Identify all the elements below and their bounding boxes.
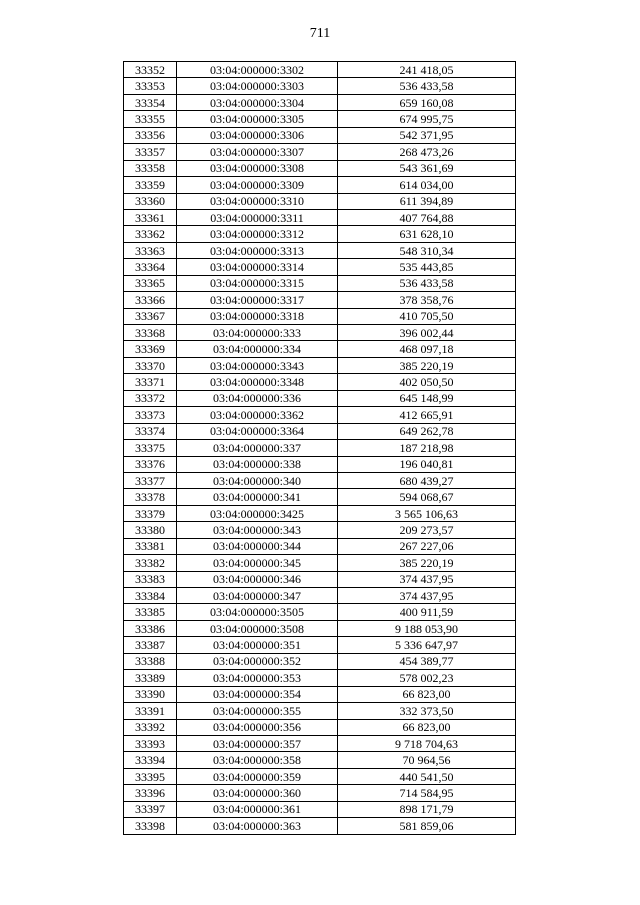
cadastral-value-cell: 468 097,18 [338,341,516,357]
row-number-cell: 33394 [124,752,177,768]
row-number-cell: 33393 [124,735,177,751]
cadastral-number-cell: 03:04:000000:3303 [177,78,338,94]
cadastral-number-cell: 03:04:000000:3307 [177,144,338,160]
row-number-cell: 33386 [124,620,177,636]
row-number-cell: 33357 [124,144,177,160]
row-number-cell: 33364 [124,259,177,275]
cadastral-number-cell: 03:04:000000:3304 [177,94,338,110]
cadastral-value-cell: 268 473,26 [338,144,516,160]
table-row [124,670,516,686]
cadastral-value-cell: 659 160,08 [338,94,516,110]
table-row [124,768,516,784]
table-row [124,226,516,242]
table-row [124,801,516,817]
cadastral-value-cell: 9 188 053,90 [338,620,516,636]
cadastral-number-cell: 03:04:000000:337 [177,440,338,456]
cadastral-value-cell: 374 437,95 [338,571,516,587]
table-row [124,686,516,702]
table-row [124,374,516,390]
table-row [124,390,516,406]
cadastral-number-cell: 03:04:000000:3343 [177,357,338,373]
cadastral-number-cell: 03:04:000000:3315 [177,275,338,291]
cadastral-value-cell: 3 565 106,63 [338,505,516,521]
cadastral-value-cell: 5 336 647,97 [338,637,516,653]
row-number-cell: 33373 [124,407,177,423]
cadastral-value-cell: 412 665,91 [338,407,516,423]
table-row [124,785,516,801]
row-number-cell: 33381 [124,538,177,554]
cadastral-value-cell: 649 262,78 [338,423,516,439]
cadastral-number-cell: 03:04:000000:3364 [177,423,338,439]
cadastral-number-cell: 03:04:000000:336 [177,390,338,406]
cadastral-number-cell: 03:04:000000:3310 [177,193,338,209]
cadastral-number-cell: 03:04:000000:3308 [177,160,338,176]
row-number-cell: 33390 [124,686,177,702]
row-number-cell: 33379 [124,505,177,521]
row-number-cell: 33358 [124,160,177,176]
cadastral-number-cell: 03:04:000000:351 [177,637,338,653]
table-row [124,456,516,472]
table-row [124,637,516,653]
table-row [124,325,516,341]
table-body [124,62,516,835]
row-number-cell: 33375 [124,440,177,456]
page-number: 711 [309,26,331,41]
table-row [124,177,516,193]
cadastral-value-cell: 402 050,50 [338,374,516,390]
table-row [124,472,516,488]
table-row [124,292,516,308]
cadastral-number-cell: 03:04:000000:3305 [177,111,338,127]
row-number-cell: 33382 [124,555,177,571]
row-number-cell: 33370 [124,357,177,373]
cadastral-number-cell: 03:04:000000:334 [177,341,338,357]
cadastral-number-cell: 03:04:000000:356 [177,719,338,735]
row-number-cell: 33397 [124,801,177,817]
cadastral-number-cell: 03:04:000000:353 [177,670,338,686]
row-number-cell: 33391 [124,703,177,719]
row-number-cell: 33392 [124,719,177,735]
row-number-cell: 33353 [124,78,177,94]
cadastral-value-cell: 714 584,95 [338,785,516,801]
row-number-cell: 33369 [124,341,177,357]
row-number-cell: 33359 [124,177,177,193]
row-number-cell: 33395 [124,768,177,784]
row-number-cell: 33377 [124,472,177,488]
cadastral-number-cell: 03:04:000000:346 [177,571,338,587]
table-row [124,571,516,587]
cadastral-value-cell: 542 371,95 [338,127,516,143]
cadastral-number-cell: 03:04:000000:3313 [177,242,338,258]
cadastral-number-cell: 03:04:000000:3362 [177,407,338,423]
cadastral-value-cell: 898 171,79 [338,801,516,817]
table-row [124,341,516,357]
cadastral-value-cell: 66 823,00 [338,719,516,735]
row-number-cell: 33363 [124,242,177,258]
row-number-cell: 33372 [124,390,177,406]
table-row [124,127,516,143]
cadastral-number-cell: 03:04:000000:359 [177,768,338,784]
row-number-cell: 33368 [124,325,177,341]
table-row [124,160,516,176]
row-number-cell: 33398 [124,818,177,834]
cadastral-number-cell: 03:04:000000:333 [177,325,338,341]
cadastral-number-cell: 03:04:000000:3309 [177,177,338,193]
table-row [124,538,516,554]
table-row [124,719,516,735]
cadastral-value-cell: 378 358,76 [338,292,516,308]
table-row [124,818,516,834]
row-number-cell: 33366 [124,292,177,308]
cadastral-number-cell: 03:04:000000:344 [177,538,338,554]
cadastral-number-cell: 03:04:000000:3317 [177,292,338,308]
cadastral-number-cell: 03:04:000000:341 [177,489,338,505]
cadastral-value-table [123,61,516,835]
table-row [124,111,516,127]
cadastral-number-cell: 03:04:000000:3311 [177,209,338,225]
table-row [124,703,516,719]
cadastral-number-cell: 03:04:000000:3348 [177,374,338,390]
cadastral-value-cell: 385 220,19 [338,555,516,571]
row-number-cell: 33378 [124,489,177,505]
cadastral-value-cell: 407 764,88 [338,209,516,225]
cadastral-number-cell: 03:04:000000:3508 [177,620,338,636]
cadastral-value-cell: 674 995,75 [338,111,516,127]
table-row [124,440,516,456]
cadastral-value-cell: 645 148,99 [338,390,516,406]
row-number-cell: 33387 [124,637,177,653]
table-row [124,620,516,636]
cadastral-number-cell: 03:04:000000:343 [177,522,338,538]
cadastral-value-cell: 66 823,00 [338,686,516,702]
table-row [124,505,516,521]
cadastral-number-cell: 03:04:000000:3302 [177,62,338,78]
cadastral-value-cell: 9 718 704,63 [338,735,516,751]
table-row [124,522,516,538]
cadastral-value-cell: 631 628,10 [338,226,516,242]
cadastral-number-cell: 03:04:000000:347 [177,588,338,604]
cadastral-value-cell: 70 964,56 [338,752,516,768]
row-number-cell: 33352 [124,62,177,78]
cadastral-value-cell: 187 218,98 [338,440,516,456]
cadastral-number-cell: 03:04:000000:3425 [177,505,338,521]
row-number-cell: 33389 [124,670,177,686]
row-number-cell: 33396 [124,785,177,801]
cadastral-number-cell: 03:04:000000:357 [177,735,338,751]
table-row [124,308,516,324]
cadastral-value-cell: 454 389,77 [338,653,516,669]
row-number-cell: 33362 [124,226,177,242]
cadastral-value-cell: 196 040,81 [338,456,516,472]
cadastral-value-cell: 536 433,58 [338,275,516,291]
cadastral-number-cell: 03:04:000000:3318 [177,308,338,324]
cadastral-number-cell: 03:04:000000:352 [177,653,338,669]
row-number-cell: 33384 [124,588,177,604]
cadastral-value-cell: 385 220,19 [338,357,516,373]
cadastral-number-cell: 03:04:000000:360 [177,785,338,801]
cadastral-value-cell: 578 002,23 [338,670,516,686]
row-number-cell: 33388 [124,653,177,669]
table-row [124,555,516,571]
table-row [124,752,516,768]
cadastral-value-cell: 267 227,06 [338,538,516,554]
cadastral-value-cell: 548 310,34 [338,242,516,258]
cadastral-value-cell: 209 273,57 [338,522,516,538]
row-number-cell: 33374 [124,423,177,439]
cadastral-value-cell: 396 002,44 [338,325,516,341]
cadastral-number-cell: 03:04:000000:3306 [177,127,338,143]
row-number-cell: 33356 [124,127,177,143]
cadastral-number-cell: 03:04:000000:358 [177,752,338,768]
cadastral-value-cell: 581 859,06 [338,818,516,834]
row-number-cell: 33383 [124,571,177,587]
row-number-cell: 33354 [124,94,177,110]
table-row [124,489,516,505]
cadastral-number-cell: 03:04:000000:3312 [177,226,338,242]
cadastral-number-cell: 03:04:000000:3505 [177,604,338,620]
cadastral-value-cell: 594 068,67 [338,489,516,505]
cadastral-number-cell: 03:04:000000:3314 [177,259,338,275]
table-row [124,423,516,439]
cadastral-value-cell: 614 034,00 [338,177,516,193]
row-number-cell: 33367 [124,308,177,324]
cadastral-value-cell: 332 373,50 [338,703,516,719]
table-row [124,653,516,669]
table-row [124,94,516,110]
table-row [124,259,516,275]
row-number-cell: 33385 [124,604,177,620]
cadastral-value-cell: 536 433,58 [338,78,516,94]
row-number-cell: 33371 [124,374,177,390]
table-row [124,357,516,373]
cadastral-value-cell: 543 361,69 [338,160,516,176]
cadastral-number-cell: 03:04:000000:363 [177,818,338,834]
table-row [124,144,516,160]
cadastral-number-cell: 03:04:000000:355 [177,703,338,719]
table-row [124,407,516,423]
table-row [124,735,516,751]
cadastral-value-cell: 680 439,27 [338,472,516,488]
row-number-cell: 33376 [124,456,177,472]
row-number-cell: 33360 [124,193,177,209]
cadastral-value-cell: 440 541,50 [338,768,516,784]
cadastral-value-cell: 535 443,85 [338,259,516,275]
cadastral-number-cell: 03:04:000000:354 [177,686,338,702]
table-row [124,62,516,78]
cadastral-value-cell: 374 437,95 [338,588,516,604]
table-row [124,193,516,209]
row-number-cell: 33361 [124,209,177,225]
cadastral-number-cell: 03:04:000000:338 [177,456,338,472]
cadastral-number-cell: 03:04:000000:340 [177,472,338,488]
table-row [124,242,516,258]
cadastral-number-cell: 03:04:000000:361 [177,801,338,817]
cadastral-value-cell: 241 418,05 [338,62,516,78]
table-row [124,275,516,291]
row-number-cell: 33365 [124,275,177,291]
cadastral-value-cell: 611 394,89 [338,193,516,209]
cadastral-value-cell: 410 705,50 [338,308,516,324]
table-row [124,78,516,94]
row-number-cell: 33380 [124,522,177,538]
table-row [124,588,516,604]
table-row [124,604,516,620]
cadastral-value-cell: 400 911,59 [338,604,516,620]
cadastral-number-cell: 03:04:000000:345 [177,555,338,571]
row-number-cell: 33355 [124,111,177,127]
table-row [124,209,516,225]
